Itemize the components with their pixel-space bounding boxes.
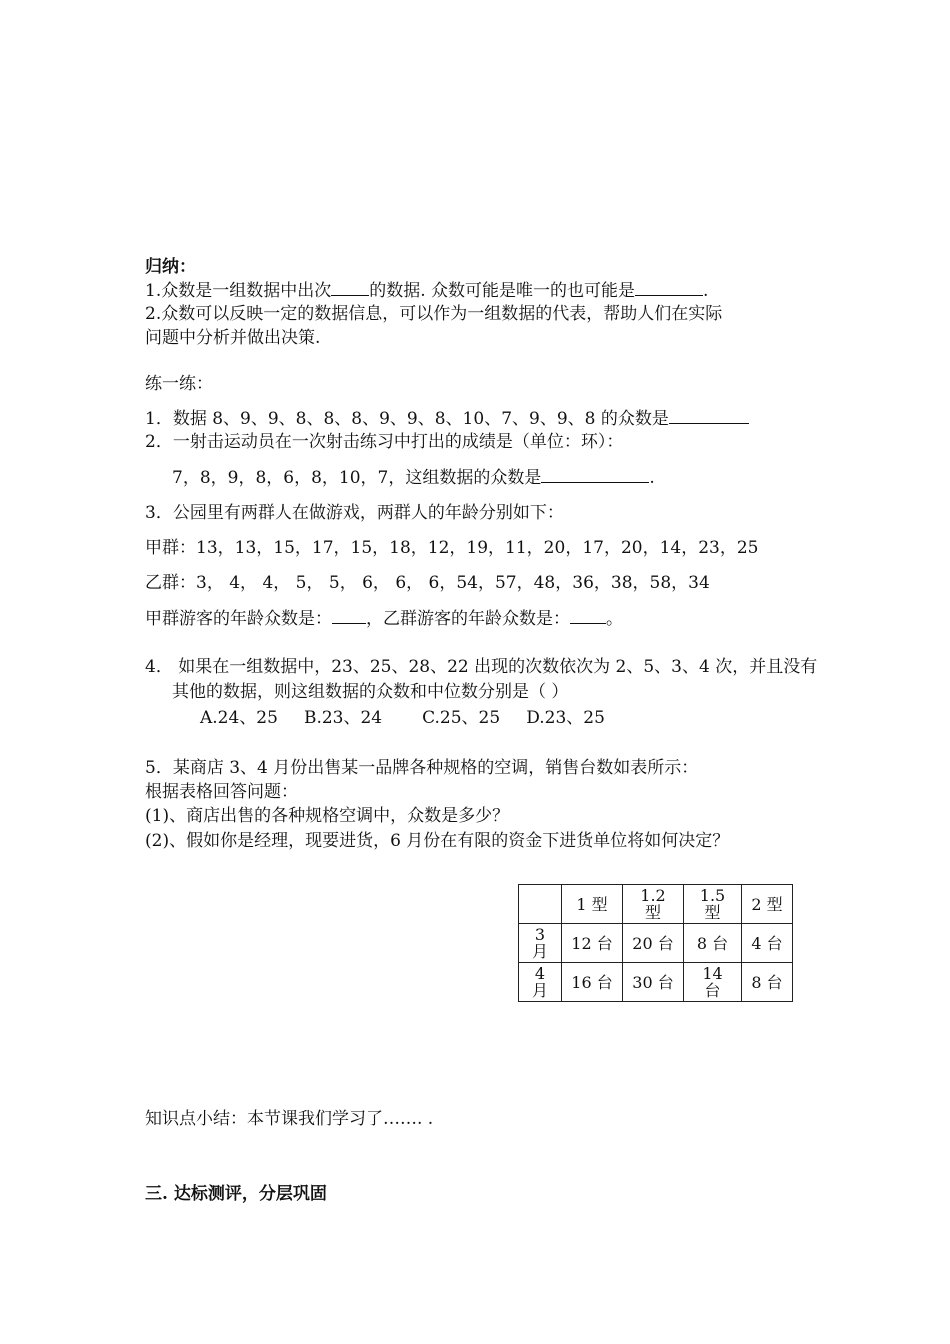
question-1-text: 1．数据 8、9、9、8、8、8、9、9、8、10、7、9、9、8 的众数是 <box>145 409 669 429</box>
table-header-cell: 2 型 <box>742 885 793 924</box>
table-header-cell: 1 型 <box>562 885 623 924</box>
blank-field[interactable] <box>570 607 606 624</box>
summary-point-2-line1: 2.众数可以反映一定的数据信息，可以作为一组数据的代表，帮助人们在实际 <box>145 304 723 324</box>
blank-field[interactable] <box>541 466 649 483</box>
table-row-label <box>519 924 562 963</box>
table-cell: 8 台 <box>742 963 793 1002</box>
option-d[interactable]: D.23、25 <box>526 708 605 728</box>
summary-heading: 归纳： <box>145 257 196 277</box>
option-a[interactable]: A.24、25 <box>200 708 278 728</box>
blank-field[interactable] <box>331 279 369 296</box>
option-b[interactable]: B.23、24 <box>303 708 383 728</box>
table-cell: 8 台 <box>684 924 742 963</box>
table-cell: 30 台 <box>623 963 684 1002</box>
knowledge-summary: 知识点小结：本节课我们学习了……. . <box>145 1109 434 1129</box>
table-cell: 12 台 <box>562 924 623 963</box>
table-cell: 20 台 <box>623 924 684 963</box>
question-5-line2: 根据表格回答问题： <box>145 782 298 802</box>
table-row-label <box>519 963 562 1002</box>
question-5-sub-2: (2)、假如你是经理，现要进货，6 月份在有限的资金下进货单位将如何决定？ <box>145 831 730 851</box>
question-4-line1: 4． 如果在一组数据中，23、25、28、22 出现的次数依次为 2、5、3、4 次，并且没有 <box>145 657 818 677</box>
table-header-text: 1.2 型 <box>640 886 666 922</box>
table-header-text: 1.5 型 <box>699 886 726 922</box>
question-4-options <box>200 707 631 729</box>
question-4-line2: 其他的数据，则这组数据的众数和中位数分别是（ ） <box>172 682 569 702</box>
question-5-line1: 5．某商店 3、4 月份出售某一品牌各种规格的空调，销售台数如表所示： <box>145 758 699 778</box>
summary-p1-text-c: . <box>703 281 709 301</box>
table-row <box>519 963 793 1002</box>
question-3-ask <box>145 607 623 630</box>
table-row <box>519 924 793 963</box>
blank-field[interactable] <box>669 407 749 424</box>
table-cell-text: 14 台 <box>702 964 723 1000</box>
question-3: 3．公园里有两群人在做游戏，两群人的年龄分别如下： <box>145 503 564 523</box>
option-c[interactable]: C.25、25 <box>422 708 501 728</box>
summary-p1-text-b: 的数据. 众数可能是唯一的也可能是 <box>369 281 636 301</box>
table-header-cell <box>519 885 562 924</box>
question-3-ask-a: 甲群游客的年龄众数是： <box>145 609 332 629</box>
summary-point-2-line2: 问题中分析并做出决策. <box>145 328 321 348</box>
table-cell: 16 台 <box>562 963 623 1002</box>
sales-table <box>518 884 793 1002</box>
question-2-end: . <box>649 468 655 488</box>
question-2: 2．一射击运动员在一次射击练习中打出的成绩是（单位：环）： <box>145 432 624 452</box>
table-row-label-text: 3 月 <box>532 925 549 961</box>
section-3-heading: 三. 达标测评，分层巩固 <box>145 1184 327 1204</box>
table-header-row <box>519 885 793 924</box>
question-3-group-b: 乙群：3， 4， 4， 5， 5， 6， 6， 6，54，57，48，36，38，58，34 <box>145 573 710 593</box>
practice-heading: 练一练： <box>145 374 213 394</box>
question-3-ask-c: 。 <box>606 609 623 629</box>
question-5-sub-1: (1)、商店出售的各种规格空调中，众数是多少？ <box>145 806 510 826</box>
table-header-cell <box>684 885 742 924</box>
question-3-group-a: 甲群：13，13，15，17，15，18，12，19，11，20，17，20，14，23，25 <box>145 538 759 558</box>
summary-p1-text-a: 1.众数是一组数据中出次 <box>145 281 332 301</box>
blank-field[interactable] <box>635 279 703 296</box>
table-header-cell <box>623 885 684 924</box>
question-3-ask-b: ，乙群游客的年龄众数是： <box>366 609 570 629</box>
question-2-data-text: 7，8，9，8，6，8，10，7，这组数据的众数是 <box>172 468 542 488</box>
blank-field[interactable] <box>332 607 366 624</box>
question-1 <box>145 407 749 430</box>
table-cell: 4 台 <box>742 924 793 963</box>
question-2-data <box>172 466 655 489</box>
summary-point-1 <box>145 279 708 302</box>
table-row-label-text: 4 月 <box>532 964 549 1000</box>
table-cell <box>684 963 742 1002</box>
